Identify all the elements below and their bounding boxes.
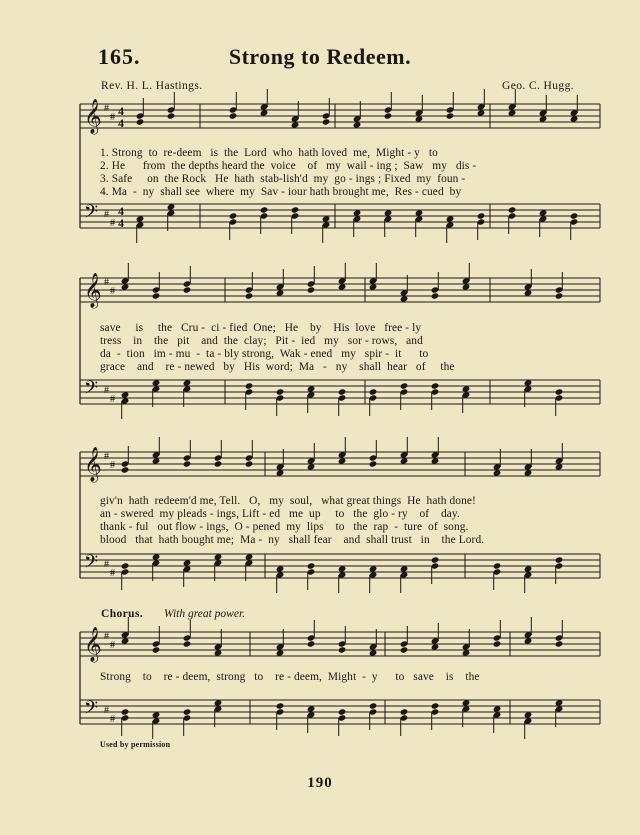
note-head-icon [493, 640, 502, 647]
note-head-icon [338, 708, 347, 715]
note-head-icon [307, 562, 316, 569]
note-head-icon [229, 212, 238, 219]
sharp-icon: # [104, 451, 109, 462]
treble-clef-icon: 𝄞 [84, 447, 102, 482]
bass-clef-icon: 𝄢 [84, 202, 99, 227]
bass-clef-icon: 𝄢 [84, 552, 99, 577]
note-head-icon [307, 286, 316, 293]
sharp-icon: # [110, 218, 115, 229]
lyric-line: giv'n hath redeem'd me, Tell. O, my soul, what great things He hath done! [100, 495, 476, 507]
note-head-icon [121, 466, 130, 473]
lyric-line: Strong to re - deem, strong to re - deem, Might - y to save is the [100, 671, 480, 683]
sharp-icon: # [110, 286, 115, 297]
note-head-icon [245, 292, 254, 299]
note-head-icon [369, 460, 378, 467]
sharp-icon: # [104, 103, 109, 114]
note-head-icon [570, 212, 579, 219]
hymn-title: Strong to Redeem. [228, 44, 412, 69]
lyric-line: tress in the pit and the clay; Pit - ied my sor - rows, and [100, 335, 423, 347]
note-head-icon [446, 112, 455, 119]
bass-clef-icon: 𝄢 [84, 698, 99, 723]
permission-note: Used by permission [100, 740, 171, 749]
note-head-icon [338, 388, 347, 395]
note-head-icon [369, 702, 378, 709]
sharp-icon: # [104, 277, 109, 288]
note-head-icon [338, 646, 347, 653]
bass-clef-icon: 𝄢 [84, 378, 99, 403]
note-head-icon [431, 382, 440, 389]
lyric-line: 3. Safe on the Rock He hath stab-lish'd my go - ings ; Fixed my foun - [100, 173, 466, 185]
note-head-icon [431, 556, 440, 563]
hymn-number: 165. [98, 44, 141, 69]
note-head-icon [555, 292, 564, 299]
sharp-icon: # [110, 640, 115, 651]
note-head-icon [384, 112, 393, 119]
time-signature: 4 [118, 216, 124, 230]
note-head-icon [477, 212, 486, 219]
note-head-icon [276, 702, 285, 709]
note-head-icon [183, 708, 192, 715]
lyric-line: 4. Ma - ny shall see where my Sav - iour hath brought me, Res - cued by [100, 186, 462, 198]
note-head-icon [431, 292, 440, 299]
note-head-icon [555, 388, 564, 395]
note-head-icon [400, 708, 409, 715]
note-head-icon [214, 460, 223, 467]
time-signature: 4 [118, 204, 124, 218]
note-head-icon [431, 702, 440, 709]
treble-clef-icon: 𝄞 [84, 99, 102, 134]
sharp-icon: # [110, 460, 115, 471]
note-head-icon [260, 206, 269, 213]
author-credit: Rev. H. L. Hastings. [101, 80, 203, 92]
sharp-icon: # [104, 559, 109, 570]
note-head-icon [245, 460, 254, 467]
sharp-icon: # [104, 385, 109, 396]
sharp-icon: # [104, 209, 109, 220]
sharp-icon: # [104, 631, 109, 642]
note-head-icon [493, 562, 502, 569]
note-head-icon [136, 118, 145, 125]
lyric-line: 1. Strong to re-deem is the Lord who hath loved me, Might - y to [100, 147, 438, 159]
treble-clef-icon: 𝄞 [84, 627, 102, 662]
note-head-icon [183, 460, 192, 467]
lyric-line: da - tion im - mu - ta - bly strong, Wak - ened my spir - it to [100, 348, 429, 360]
note-head-icon [167, 112, 176, 119]
sharp-icon: # [110, 714, 115, 725]
note-head-icon [121, 708, 130, 715]
page-number: 190 [307, 775, 333, 791]
note-head-icon [152, 292, 161, 299]
note-head-icon [245, 382, 254, 389]
lyric-line: grace and re - newed by His word; Ma - ny shall hear of the [100, 361, 455, 373]
note-head-icon [508, 206, 517, 213]
note-head-icon [229, 112, 238, 119]
note-head-icon [291, 206, 300, 213]
note-head-icon [276, 388, 285, 395]
composer-credit: Geo. C. Hugg. [502, 80, 574, 92]
lyric-line: blood that hath bought me; Ma - ny shall fear and shall trust in the Lord. [100, 534, 485, 546]
lyric-line: save is the Cru - ci - fied One; He by His love free - ly [100, 322, 422, 334]
note-head-icon [555, 640, 564, 647]
lyric-line: an - swered my pleads - ings, Lift - ed me up to the glo - ry of day. [100, 508, 460, 520]
note-head-icon [555, 556, 564, 563]
time-signature: 4 [118, 104, 124, 118]
lyric-line: 2. He from the depths heard the voice of my wail - ing ; Saw my dis - [100, 160, 477, 172]
sharp-icon: # [110, 112, 115, 123]
note-head-icon [152, 646, 161, 653]
lyric-line: thank - ful out flow - ings, O - pened my lips to the rap - ture of song. [100, 521, 469, 533]
note-head-icon [183, 640, 192, 647]
sharp-icon: # [110, 394, 115, 405]
sharp-icon: # [110, 568, 115, 579]
note-head-icon [369, 388, 378, 395]
treble-clef-icon: 𝄞 [84, 273, 102, 308]
note-head-icon [400, 382, 409, 389]
note-head-icon [121, 562, 130, 569]
sharp-icon: # [104, 705, 109, 716]
note-head-icon [322, 118, 331, 125]
time-signature: 4 [118, 116, 124, 130]
chorus-direction: With great power. [164, 608, 246, 620]
note-head-icon [400, 646, 409, 653]
chorus-label: Chorus. [101, 608, 144, 620]
note-head-icon [183, 286, 192, 293]
note-head-icon [307, 640, 316, 647]
